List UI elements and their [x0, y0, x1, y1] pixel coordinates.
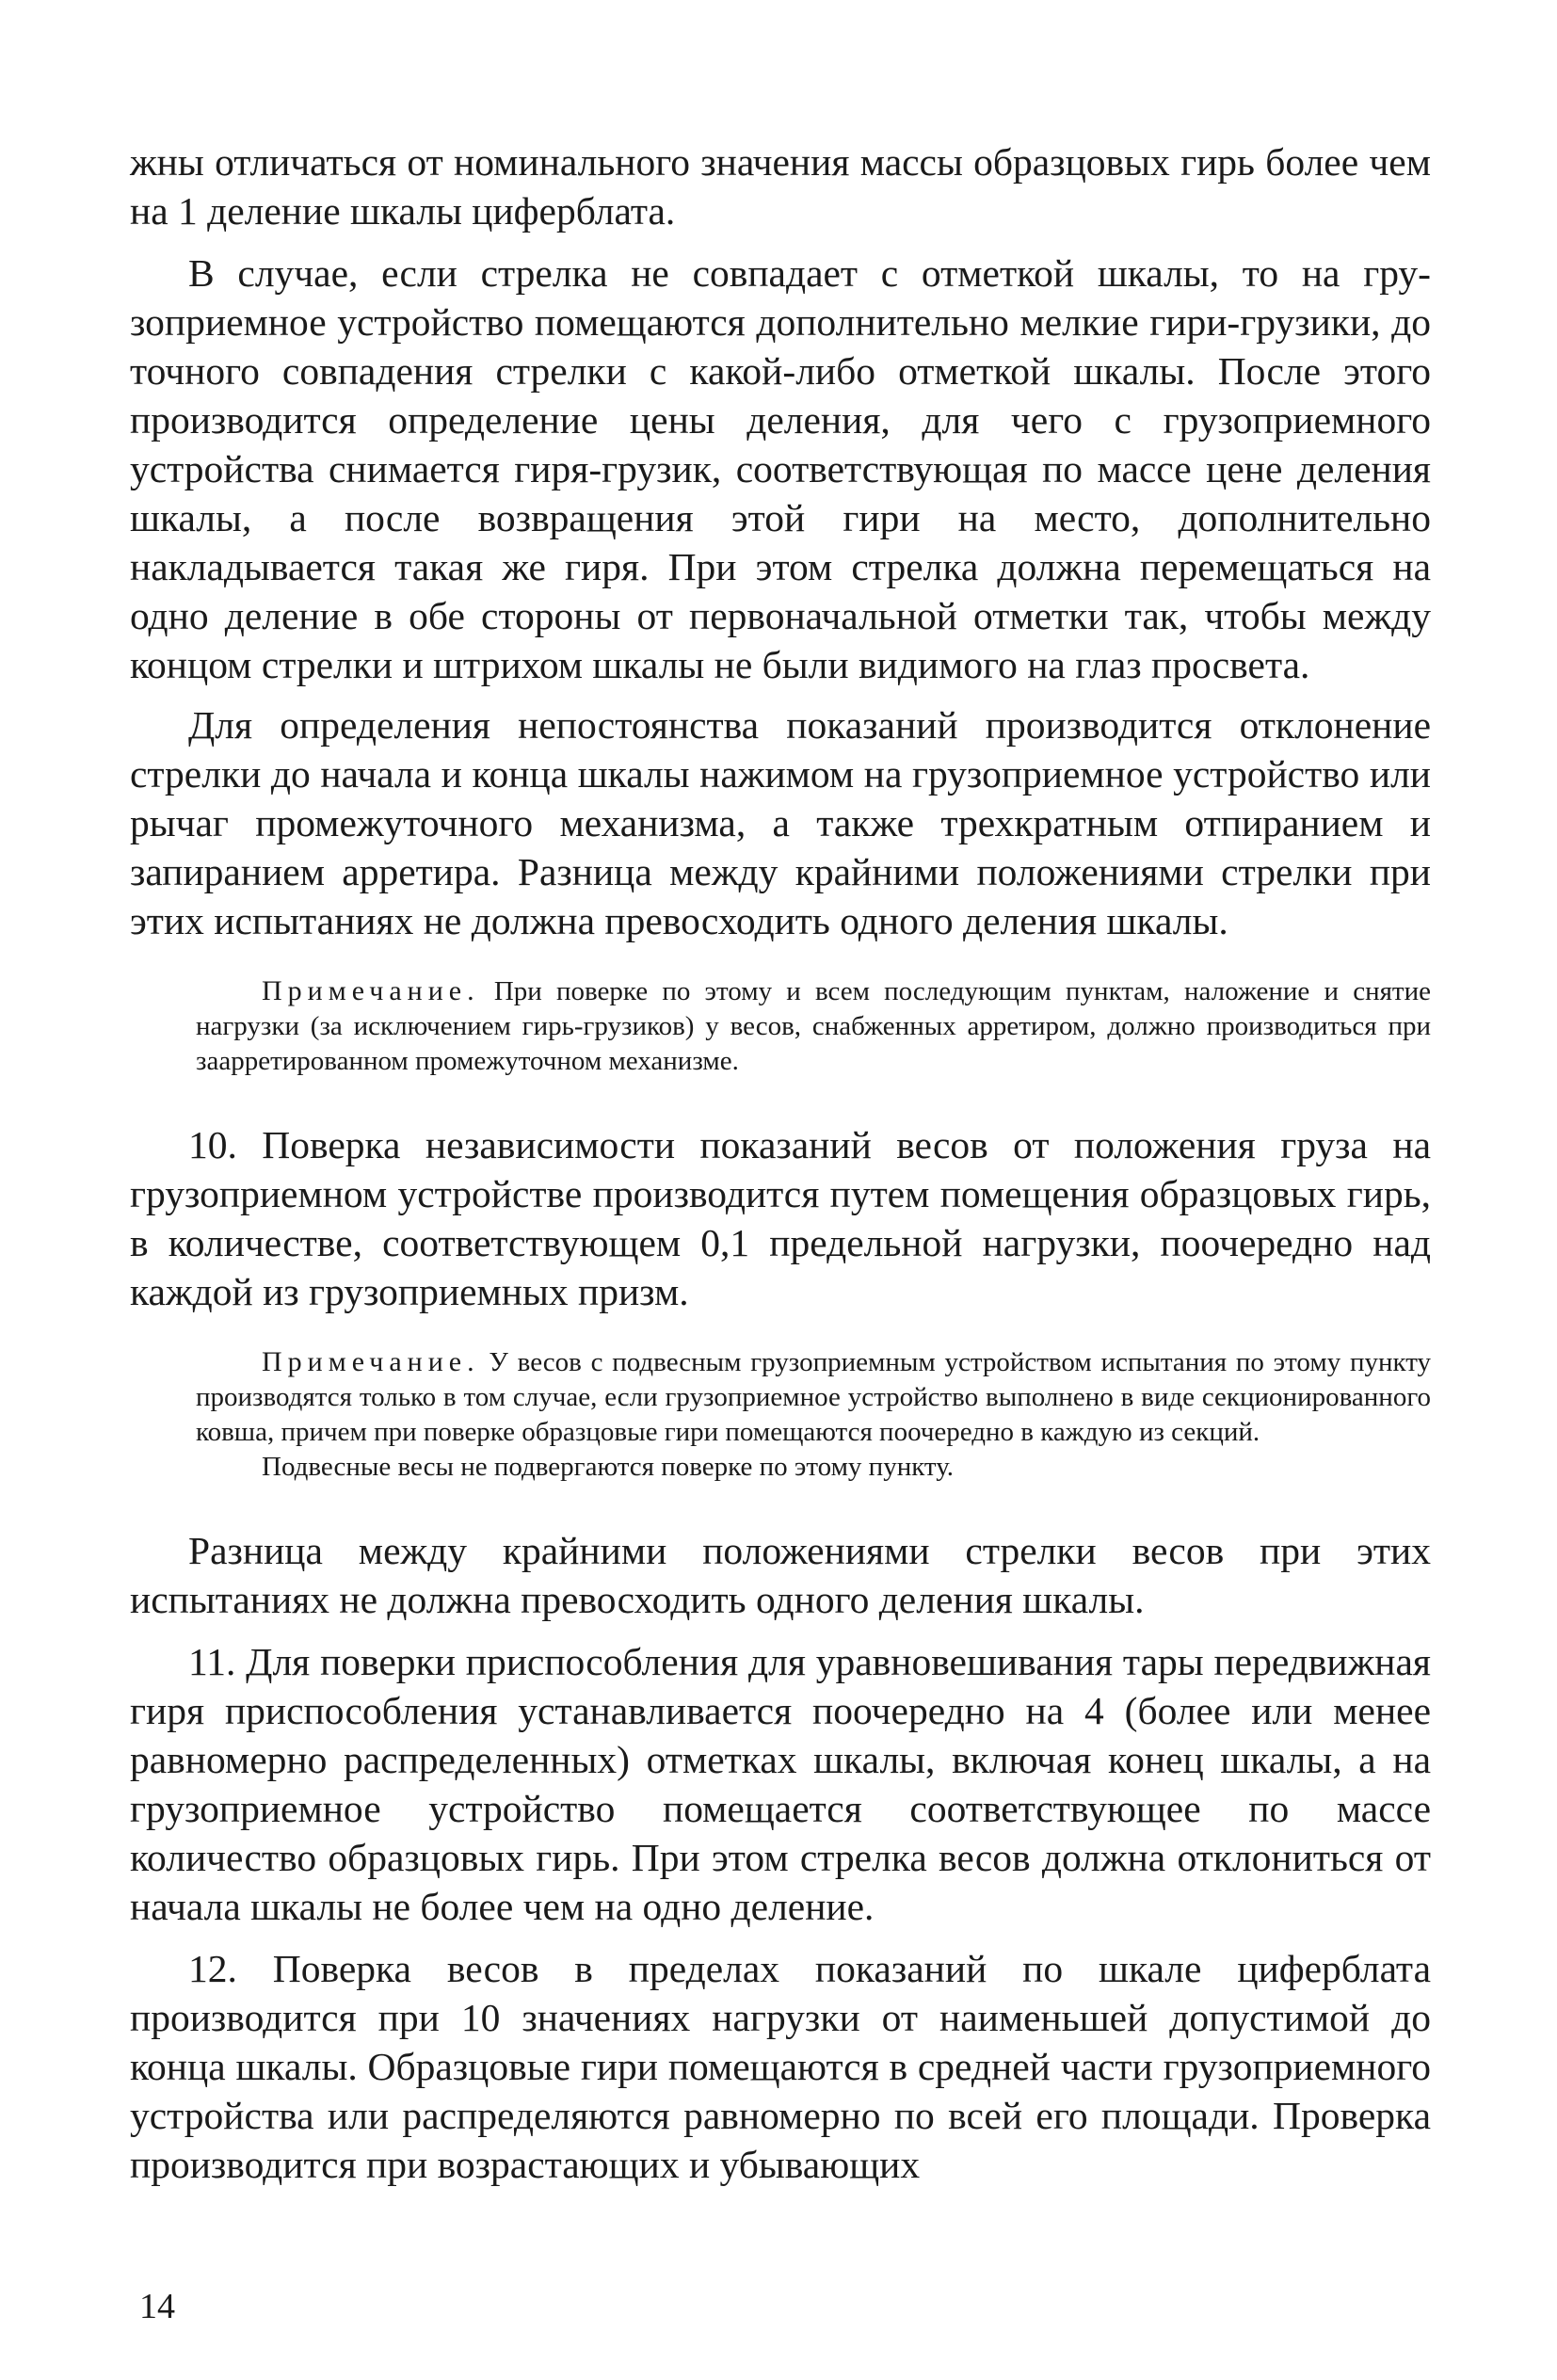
- paragraph-12: 12. Поверка весов в пределах показаний по шкале циферблата производится при 10 значениях нагрузки от наименьшей допустимой до конца шкалы. Образцовые гири помещаются в средней части грузоприемного устройства или распределяются равномерно по всей его площади. Проверка производится при возрастающих и убывающих: [130, 1947, 1431, 2186]
- document-page: [130, 137, 1431, 2189]
- note-2-lead: Примечание.: [262, 1346, 480, 1377]
- note-2: [130, 1344, 1431, 1450]
- paragraph-10: 10. Поверка независимости показаний весов от положения груза на грузоприемном устройстве производится путем помещения образцовых гирь, в количестве, соответствующем 0,1 предельной нагрузки, поочередно над каждой из грузоприемных призм.: [130, 1123, 1431, 1313]
- paragraph-case: В случае, если стрелка не совпадает с отметкой шкалы, то на грузоприемное устройство помещаются дополнительно мелкие гири-грузики, до точного совпадения стрелки с какой-либо отметкой шкалы. После этого производится определение цены деления, для чего с грузоприемного устройства снимается гиря-грузик, соответствующая по массе цене деления шкалы, а после возвращения этой гири на место, дополнительно накладывается такая же гиря. При этом стрелка должна перемещаться на одно деление в обе стороны от первоначальной отметки так, чтобы между концом стрелки и штрихом шкалы не были видимого на глаз просвета.: [130, 251, 1431, 686]
- paragraph-variability: Для определения непостоянства показаний производится отклонение стрелки до начала и конца шкалы нажимом на грузоприемное устройство или рычаг промежуточного механизма, а также трехкратным отпиранием и запиранием арретира. Разница между крайними положениями стрелки при этих испытаниях не должна превосходить одного деления шкалы.: [130, 703, 1431, 942]
- note-2-sub: Подвесные весы не подвергаются поверке по этому пункту.: [262, 1452, 955, 1482]
- note-1-lead: Примечание.: [262, 975, 480, 1006]
- note-1: [130, 973, 1431, 1079]
- note-2-text: У весов с подвесным грузоприемным устройством испытания по этому пункту производятся только в том случае, если грузоприемное устройство выполнено в виде секционированного ковша, причем при поверке образцовые гири помещаются поочередно в каждую из секций.: [196, 1347, 1432, 1447]
- page-number: 14: [139, 2287, 175, 2326]
- paragraph-intro: жны отличаться от номинального значения массы образцовых гирь более чем на 1 деление шкалы циферблата.: [130, 140, 1431, 233]
- paragraph-11: 11. Для поверки приспособления для уравновешивания тары передвижная гиря приспособления устанавливается поочередно на 4 (более или менее равномерно распределенных) отметках шкалы, включая конец шкалы, а на грузоприемное устройство помещается соответствующее по массе количество образцовых гирь. При этом стрелка весов должна отклониться от начала шкалы не более чем на одно деление.: [130, 1640, 1431, 1928]
- note-1-text: При поверке по этому и всем последующим пунктам, наложение и снятие нагрузки (за исключением гирь-грузиков) у весов, снабженных арретиром, должно производиться при заарретированном промежуточном механизме.: [196, 976, 1431, 1076]
- paragraph-difference: Разница между крайними положениями стрелки весов при этих испытаниях не должна превосходить одного деления шкалы.: [130, 1529, 1431, 1621]
